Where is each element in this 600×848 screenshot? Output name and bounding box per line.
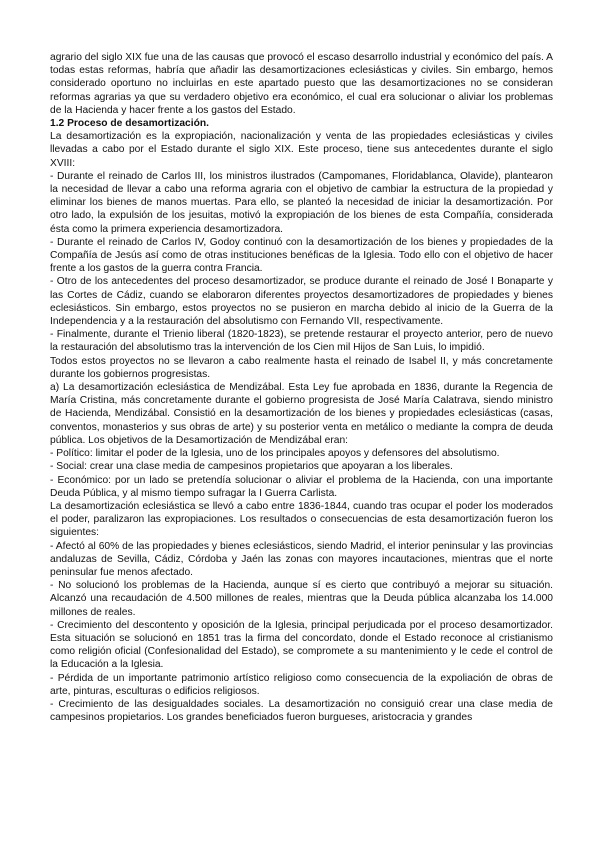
section-heading: 1.2 Proceso de desamortización.: [50, 118, 209, 130]
paragraph-objetivo-politico: - Político: limitar el poder de la Iglesia, uno de los principales apoyos y defensores del absolutismo.: [50, 448, 500, 460]
paragraph-jose-bonaparte: - Otro de los antecedentes del proceso desamortizador, se produce durante el reinado de José I Bonaparte y las Cortes de Cádiz, cuando se elaboraron diferentes proyectos desamortizadores de propiedades y bienes eclesiásticos. Sin embargo, estos proyectos no se pusieron en marcha debido al inicio de la Guerra de la Independencia y a la restauración del absolutismo con Fernando VII, respectivamente.: [50, 276, 553, 328]
paragraph-mendizabal: a) La desamortización eclesiástica de Mendizábal. Esta Ley fue aprobada en 1836, durante la Regencia de María Cristina, más concretamente durante el gobierno progresista de José María Calatrava, siendo ministro de Hacienda, Mendizábal. Consistió en la desamortización de los bienes y propiedades eclesiásticas (casas, conventos, monasterios y sus obras de arte) y su posterior venta en metálico o mediante la compra de deuda pública. Los objetivos de la Desamortización de Mendizábal eran:: [50, 382, 553, 446]
paragraph-objetivo-social: - Social: crear una clase media de campesinos propietarios que apoyaran a los liberales.: [50, 461, 453, 473]
paragraph-definition: La desamortización es la expropiación, nacionalización y venta de las propiedades eclesiásticas y civiles llevadas a cabo por el Estado durante el siglo XIX. Este proceso, tiene sus antecedentes durante el siglo XVIII:: [50, 131, 553, 169]
document-page: [50, 51, 553, 724]
intro-paragraph: agrario del siglo XIX fue una de las causas que provocó el escaso desarrollo industrial y económico del país. A todas estas reformas, habría que añadir las desamortizaciones eclesiásticas y civiles. Sin embargo, hemos considerado oportuno no incluirlas en este apartado puesto que las desamortizaciones no se consideran reformas agrarias ya que su verdadero objetivo era económico, el cual era solucionar o aliviar los problemas de la Hacienda y hacer frente a los gastos del Estado.: [50, 52, 553, 116]
paragraph-objetivo-economico: - Económico: por un lado se pretendía solucionar o aliviar el problema de la Hacienda, con una importante Deuda Pública, y al mismo tiempo sufragar la I Guerra Carlista.: [50, 474, 553, 499]
paragraph-consecuencia-patrimonio: - Pérdida de un importante patrimonio artístico religioso como consecuencia de la expoliación de obras de arte, pinturas, esculturas o edificios religiosos.: [50, 672, 553, 697]
paragraph-consecuencia-hacienda: - No solucionó los problemas de la Hacienda, aunque sí es cierto que contribuyó a mejorar su situación. Alcanzó una recaudación de 4.500 millones de reales, mientras que la Deuda pública alcanzaba los 14.000 millones de reales.: [50, 580, 553, 618]
paragraph-consecuencia-iglesia: - Crecimiento del descontento y oposición de la Iglesia, principal perjudicada por el proceso desamortizador. Esta situación se solucionó en 1851 tras la firma del concordato, donde el Estado reconoce al cristianismo como religión oficial (Confesionalidad del Estado), se compromete a su mantenimiento y le cede el control de la Educación a la Iglesia.: [50, 619, 553, 671]
paragraph-isabel-ii: Todos estos proyectos no se llevaron a cabo realmente hasta el reinado de Isabel II, y más concretamente durante los gobiernos progresistas.: [50, 355, 553, 380]
paragraph-consecuencia-propiedades: - Afectó al 60% de las propiedades y bienes eclesiásticos, siendo Madrid, el interior peninsular y las provincias andaluzas de Sevilla, Cádiz, Córdoba y Jaén las zonas con mayores incautaciones, mientras que el norte peninsular fue menos afectado.: [50, 540, 553, 578]
paragraph-consecuencia-desigualdades: - Crecimiento de las desigualdades sociales. La desamortización no consiguió crear una clase media de campesinos propietarios. Los grandes beneficiados fueron burgueses, aristocracia y grandes: [50, 698, 553, 724]
paragraph-trienio-liberal: - Finalmente, durante el Trienio liberal (1820-1823), se pretende restaurar el proyecto anterior, pero de nuevo la restauración del absolutismo tras la intervención de los Cien mil Hijos de San Luis, lo impidió.: [50, 329, 553, 354]
paragraph-carlos-iii: - Durante el reinado de Carlos III, los ministros ilustrados (Campomanes, Floridablanca, Olavide), plantearon la necesidad de llevar a cabo una reforma agraria con el objetivo de cambiar la estructura de la propiedad y eliminar los bienes de manos muertas. Para ello, se planteó la necesidad de iniciar la desamortización. Por otro lado, la expulsión de los jesuitas, motivó la expropiación de los bienes de esta Compañía, considerada ésta como la primera experiencia desamortizadora.: [50, 170, 553, 235]
paragraph-carlos-iv: - Durante el reinado de Carlos IV, Godoy continuó con la desamortización de los bienes y propiedades de la Compañía de Jesús así como de otras instituciones benéficas de la Iglesia. Todo ello con el objetivo de hacer frente a los gastos de la guerra contra Francia.: [50, 236, 553, 275]
paragraph-periodo: La desamortización eclesiástica se llevó a cabo entre 1836-1844, cuando tras ocupar el poder los moderados el poder, paralizaron las expropiaciones. Los resultados o consecuencias de esta desamortización fueron los siguientes:: [50, 500, 553, 539]
